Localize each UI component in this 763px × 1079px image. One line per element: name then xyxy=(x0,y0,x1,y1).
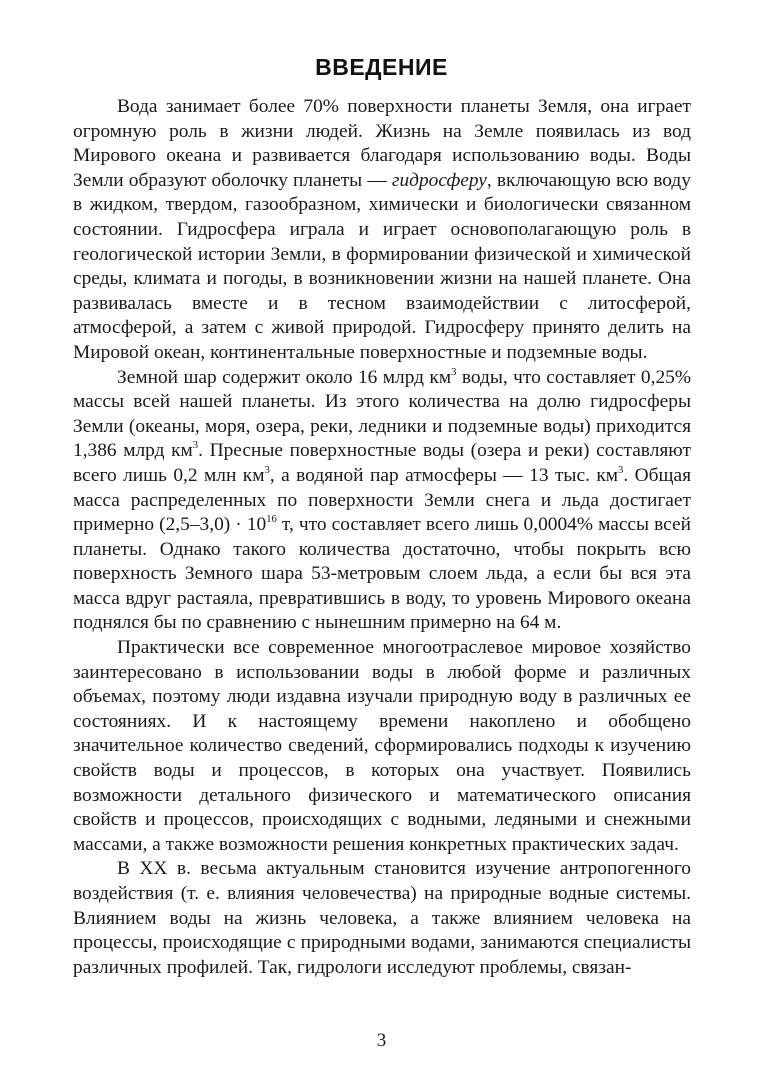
superscript-exponent: 3 xyxy=(264,463,270,476)
paragraph-2-text-e: . Общая масса распределенных по поверхности Земли снега и льда достигает примерно (2,5–3,0) · 10 xyxy=(73,464,691,536)
paragraph-2-text-c: . Пресные поверхностные воды (озера и реки) составляют всего лишь 0,2 млн км xyxy=(73,440,691,486)
paragraph-2-text-d: , а водяной пар атмосферы — 13 тыс. км xyxy=(269,464,619,486)
paragraph-2-text-f: т, что составляет всего лишь 0,0004% массы всей планеты. Однако такого количества достаточно, чтобы покрыть всю поверхность Земного шара 53-метровым слоем льда, а если бы вся эта масса вдруг растаяла, превратившись в воду, то уровень Мирового океана поднялся бы по сравнению с нынешним примерно на 64 м. xyxy=(73,514,691,634)
paragraph-1-text-a: Вода занимает более 70% поверхности планеты Земля, она играет огромную роль в жизни людей. Жизнь на Земле появилась из вод Мирового океана и развивается благодаря использованию воды. Воды Земли образуют оболочку планеты — xyxy=(73,96,691,191)
paragraph-2-text-b: воды, что составляет 0,25% массы всей нашей планеты. Из этого количества на долю гидросферы Земли (океаны, моря, озера, реки, ледники и подземные воды) приходится 1,386 млрд км xyxy=(73,366,691,462)
superscript-exponent: 3 xyxy=(618,463,624,476)
paragraph-4: В XX в. весьма актуальным становится изучение антропогенного воздействия (т. е. влияния человечества) на природные водные системы. Влиянием воды на жизнь человека, а также влиянием человека на процессы, происходящие с природными водами, занимаются специалисты различных профилей. Так, гидрологи исследуют проблемы, связан- xyxy=(73,858,691,978)
paragraph-2 xyxy=(73,366,691,637)
paragraph-3: Практически все современное многоотраслевое мировое хозяйство заинтересовано в использовании воды в любой форме и различных объемах, поэтому люди издавна изучали природную воду в различных ее состояниях. И к настоящему времени накоплено и обобщено значительное количество сведений, сформировались подходы к изучению свойств воды и процессов, в которых она участвует. Появились возможности детального физического и математического описания свойств и процессов, происходящих с водными, ледяными и снежными массами, а также возможности решения конкретных практических задач. xyxy=(73,637,691,855)
superscript-exponent: 3 xyxy=(451,365,457,378)
paragraph-2-text-a: Земной шар содержит около 16 млрд км xyxy=(117,366,452,388)
body-text xyxy=(73,95,691,980)
paragraph-1-text-b: , включающую всю воду в жидком, твердом, газообразном, химически и биологически связанном состоянии. Гидросфера играла и играет основополагающую роль в геологической истории Земли, в формировании физической и химической среды, климата и погоды, в возникновении жизни на нашей планете. Она развивалась вместе и в тесном взаимодействии с литосферой, атмосферой, а затем с живой природой. Гидросферу принято делить на Мировой океан, континентальные поверхностные и подземные воды. xyxy=(73,169,691,363)
term-hydrosphere: гидросферу xyxy=(391,169,487,191)
page-title: ВВЕДЕНИЕ xyxy=(315,54,448,80)
paragraph-1 xyxy=(73,95,691,366)
page-number: 3 xyxy=(376,1030,387,1051)
superscript-exponent: 3 xyxy=(192,439,199,452)
superscript-exponent: 16 xyxy=(266,513,277,526)
